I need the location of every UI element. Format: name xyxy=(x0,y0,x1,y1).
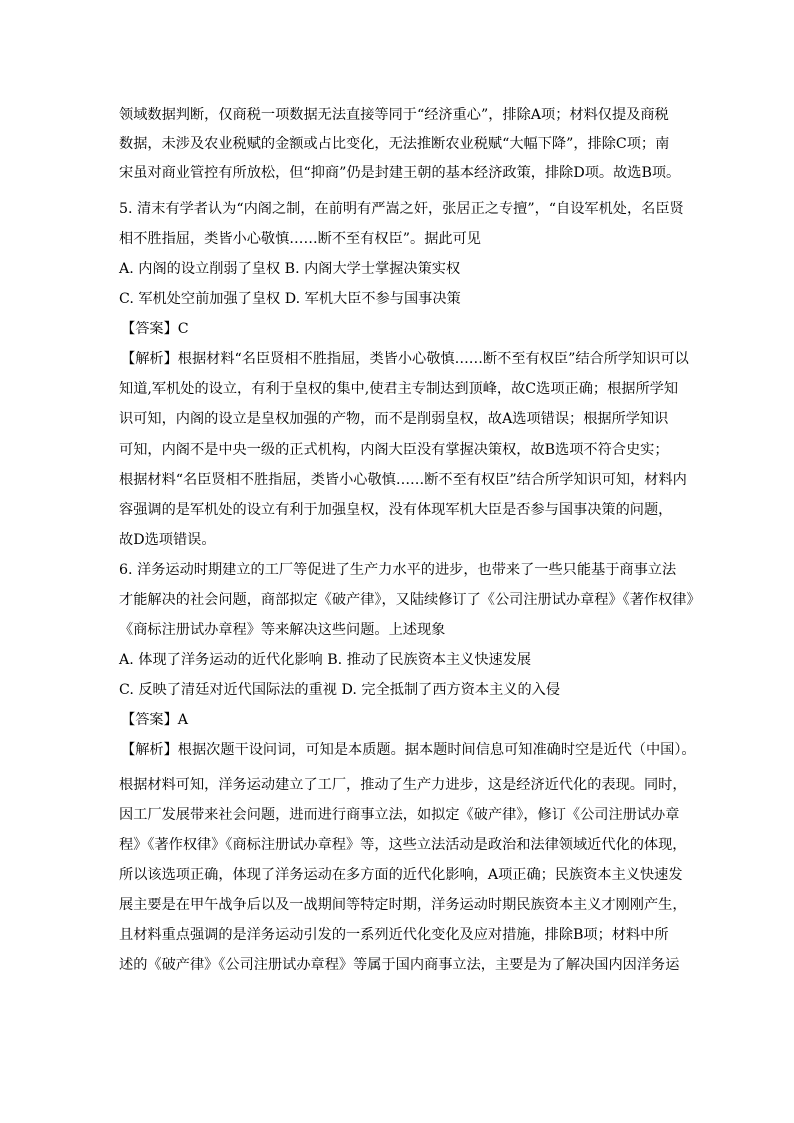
text-line: 程》《著作权律》《商标注册试办章程》等，这些立法活动是政治和法律领域近代化的体现， xyxy=(119,837,687,853)
text-line: 数据，未涉及农业税赋的金额或占比变化，无法推断农业税赋“大幅下降”，排除C项；南 xyxy=(119,136,670,152)
question-6-options-ab: A. 体现了洋务运动的近代化影响 B. 推动了民族资本主义快速发展 xyxy=(119,652,532,668)
question-5-stem: 5. 清末有学者认为“内阁之制，在前明有严嵩之奸，张居正之专擅”，“自设军机处，名臣贤 xyxy=(119,201,684,217)
text-line: 所以该选项正确，体现了洋务运动在多方面的近代化影响，A项正确；民族资本主义快速发 xyxy=(119,867,683,883)
answer-label: 【答案】C xyxy=(121,321,189,337)
text-line: 根据材料可知，洋务运动建立了工厂，推动了生产力进步，这是经济近代化的表现。同时， xyxy=(119,777,687,793)
text-line: 领域数据判断，仅商税一项数据无法直接等同于“经济重心”，排除A项；材料仅提及商税 xyxy=(119,107,669,123)
text-line: 可知，内阁不是中央一级的正式机构，内阁大臣没有掌握决策权，故B选项不符合史实； xyxy=(119,442,669,458)
analysis-line: 【解析】根据次题干设问词，可知是本质题。据本题时间信息可知准确时空是近代（中国）。 xyxy=(121,742,696,758)
question-5-options-cd: C. 军机处空前加强了皇权 D. 军机大臣不参与国事决策 xyxy=(119,291,461,307)
question-6-options-cd: C. 反映了清廷对近代国际法的重视 D. 完全抵制了西方资本主义的入侵 xyxy=(119,682,561,698)
text-line: 《商标注册试办章程》等来解决这些问题。上述现象 xyxy=(119,622,446,638)
text-line: 知道,军机处的设立，有利于皇权的集中,使君主专制达到顶峰，故C选项正确；根据所学知 xyxy=(119,381,679,397)
text-line: 容强调的是军机处的设立有利于加强皇权，没有体现军机大臣是否参与国事决策的问题， xyxy=(119,502,673,518)
text-line: 相不胜指屈，类皆小心敬慎……断不至有权臣”。据此可见 xyxy=(119,231,481,247)
text-line: 述的《破产律》《公司注册试办章程》等属于国内商事立法，主要是为了解决国内因洋务运 xyxy=(119,957,680,973)
text-line: 故D选项错误。 xyxy=(119,532,216,548)
text-line: 识可知，内阁的设立是皇权加强的产物，而不是削弱皇权，故A选项错误；根据所学知识 xyxy=(119,411,669,427)
answer-label: 【答案】A xyxy=(121,712,188,728)
question-5-options-ab: A. 内阁的设立削弱了皇权 B. 内阁大学士掌握决策实权 xyxy=(119,261,461,277)
text-line: 才能解决的社会问题，商部拟定《破产律》，又陆续修订了《公司注册试办章程》《著作权律》 xyxy=(119,592,701,608)
text-line: 根据材料“名臣贤相不胜指屈，类皆小心敬慎……断不至有权臣”结合所学知识可知，材料内 xyxy=(119,472,687,488)
question-6-stem: 6. 洋务运动时期建立的工厂等促进了生产力水平的进步，也带来了一些只能基于商事立法 xyxy=(119,562,677,578)
text-line: 且材料重点强调的是洋务运动引发的一系列近代化变化及应对措施，排除B项；材料中所 xyxy=(119,927,669,943)
text-line: 因工厂发展带来社会问题，进而进行商事立法，如拟定《破产律》，修订《公司注册试办章 xyxy=(119,807,680,823)
analysis-line: 【解析】根据材料“名臣贤相不胜指屈，类皆小心敬慎……断不至有权臣”结合所学知识可以 xyxy=(121,351,689,367)
text-line: 展主要是在甲午战争后以及一战期间等特定时期，洋务运动时期民族资本主义才刚刚产生， xyxy=(119,897,687,913)
text-line: 宋虽对商业管控有所放松，但“抑商”仍是封建王朝的基本经济政策，排除D项。故选B项。 xyxy=(119,165,681,181)
